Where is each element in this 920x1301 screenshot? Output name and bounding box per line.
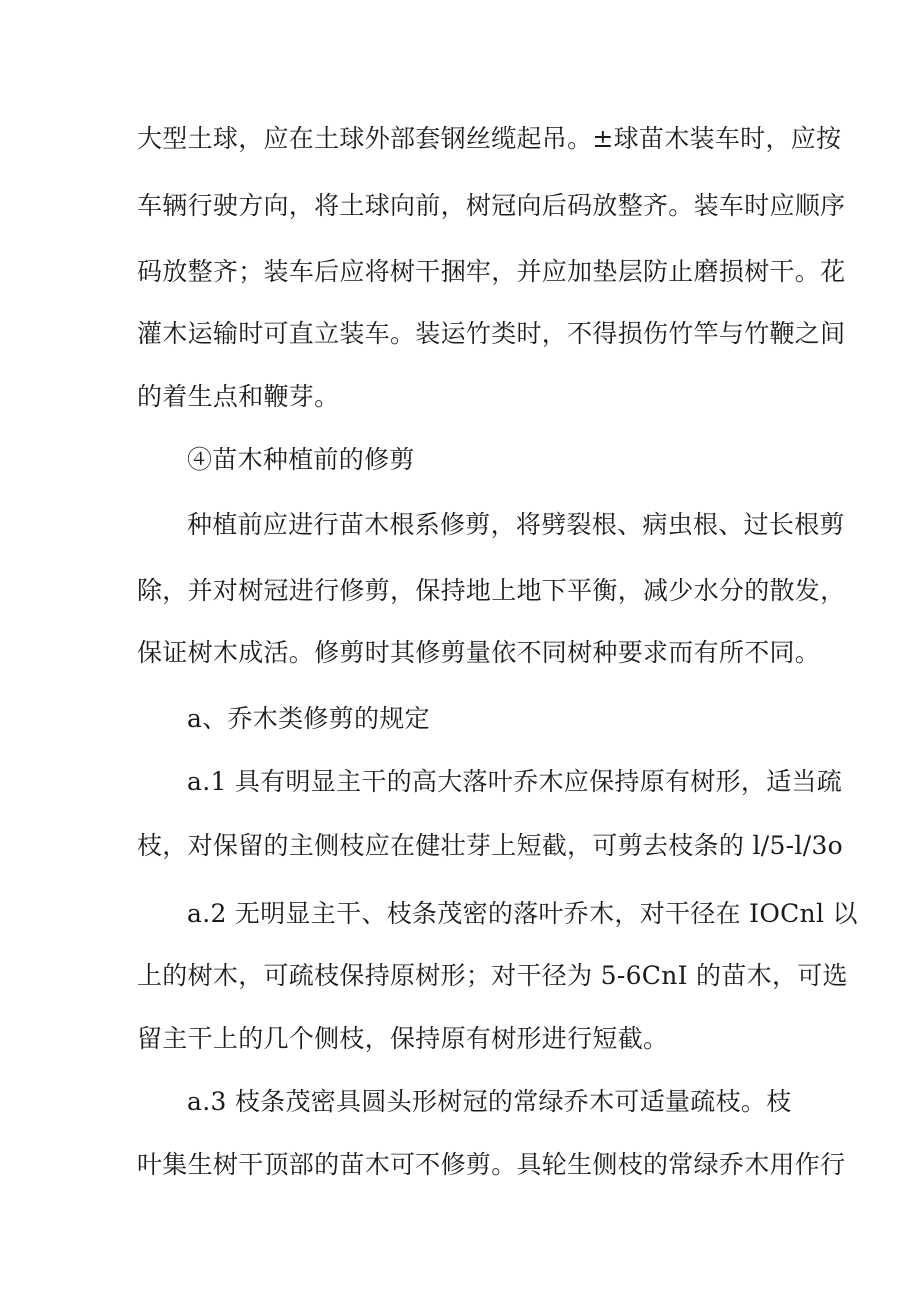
paragraph-line: a.1 具有明显主干的高大落叶乔木应保持原有树形，适当疏 — [187, 767, 843, 796]
paragraph-line: 种植前应进行苗木根系修剪，将劈裂根、病虫根、过长根剪 — [187, 510, 845, 539]
paragraph-line: 车辆行驶方向，将土球向前，树冠向后码放整齐。装车时应顺序 — [137, 191, 846, 220]
paragraph-line: 的着生点和鞭芽。 — [137, 382, 340, 411]
section-heading: ④苗木种植前的修剪 — [187, 445, 415, 474]
paragraph-line: 枝，对保留的主侧枝应在健壮芽上短截，可剪去枝条的 l/5-l/3o — [137, 831, 843, 860]
paragraph-line: 码放整齐；装车后应将树干捆牢，并应加垫层防止磨损树干。花 — [137, 257, 846, 286]
paragraph-line: 上的树木，可疏枝保持原树形；对干径为 5-6CnI 的苗木，可选 — [137, 961, 848, 990]
paragraph-line: 保证树木成活。修剪时其修剪量依不同树种要求而有所不同。 — [137, 638, 821, 667]
paragraph-line: 除，并对树冠进行修剪，保持地上地下平衡，减少水分的散发， — [137, 576, 846, 605]
paragraph-line: 留主干上的几个侧枝，保持原有树形进行短截。 — [137, 1024, 669, 1053]
paragraph-line: 大型土球，应在土球外部套钢丝缆起吊。±球苗木装车时，应按 — [137, 124, 842, 153]
paragraph-line: a.2 无明显主干、枝条茂密的落叶乔木，对干径在 IOCnl 以 — [187, 899, 858, 928]
paragraph-line: 灌木运输时可直立装车。装运竹类时，不得损伤竹竿与竹鞭之间 — [137, 319, 846, 348]
subsection-heading: a、乔木类修剪的规定 — [187, 704, 430, 733]
paragraph-line: 叶集生树干顶部的苗木可不修剪。具轮生侧枝的常绿乔木用作行 — [137, 1150, 846, 1179]
paragraph-line: a.3 枝条茂密具圆头形树冠的常绿乔木可适量疏枝。枝 — [187, 1087, 792, 1116]
